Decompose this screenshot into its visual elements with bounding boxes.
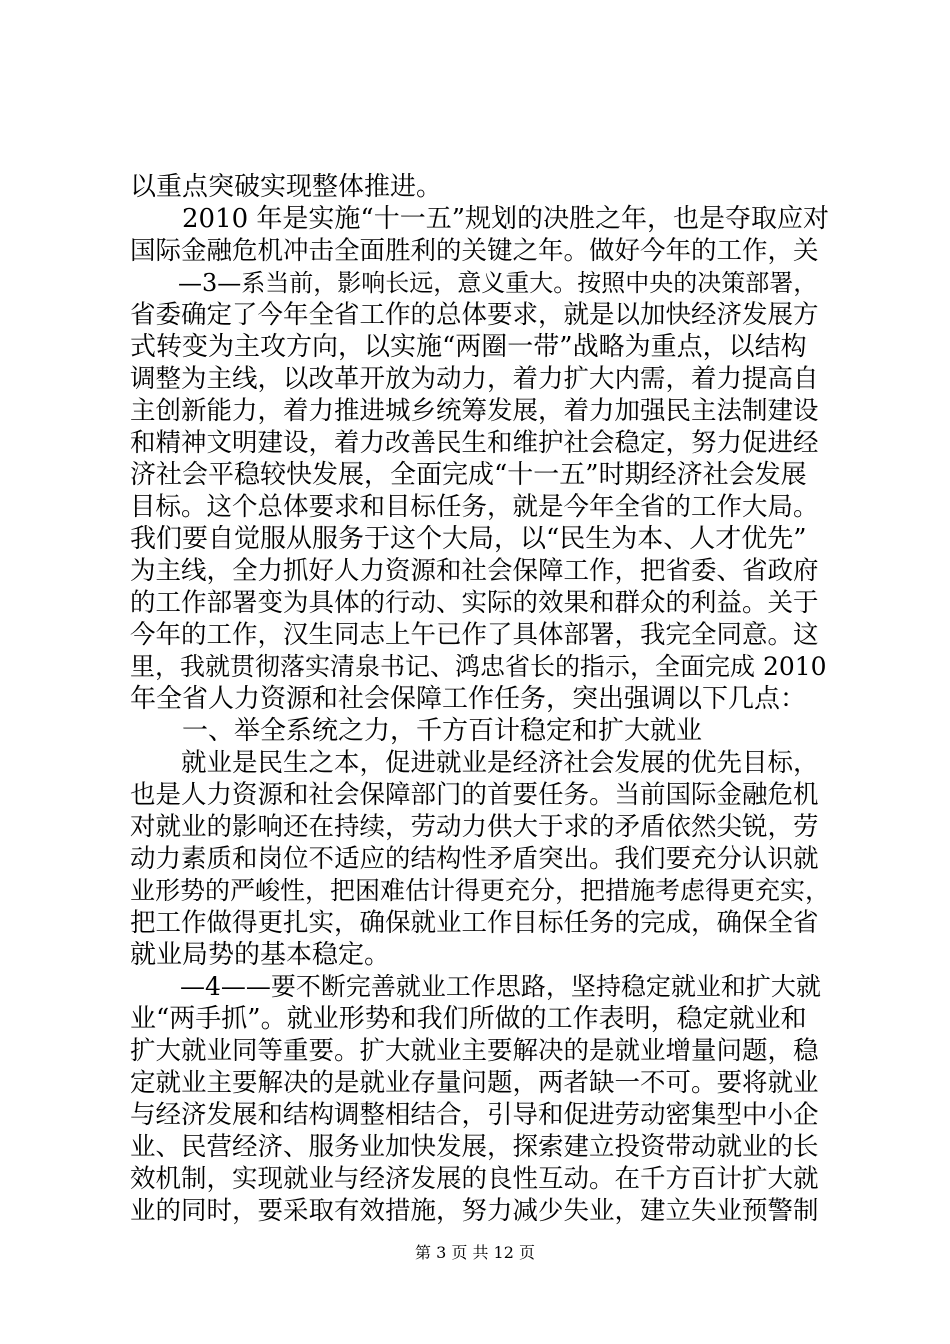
text-line: 与经济发展和结构调整相结合，引导和促进劳动密集型中小企: [130, 1100, 819, 1130]
text-line: 调整为主线，以改革开放为动力，着力扩大内需，着力提高自: [130, 364, 819, 394]
text-line: 也是人力资源和社会保障部门的首要任务。当前国际金融危机: [130, 780, 819, 810]
text-line: 的工作部署变为具体的行动、实际的效果和群众的利益。关于: [130, 588, 819, 618]
text-line: 业的同时，要采取有效措施，努力减少失业，建立失业预警制: [130, 1196, 819, 1226]
text-line: 对就业的影响还在持续，劳动力供大于求的矛盾依然尖锐，劳: [130, 812, 819, 842]
text-line: 为主线，全力抓好人力资源和社会保障工作，把省委、省政府: [130, 556, 819, 586]
text-line: 我们要自觉服从服务于这个大局，以“民生为本、人才优先”: [130, 524, 807, 554]
text-line: 就业局势的基本稳定。: [130, 940, 391, 970]
text-line: 以重点突破实现整体推进。: [130, 172, 443, 202]
text-line: 今年的工作，汉生同志上午已作了具体部署，我完全同意。这: [130, 620, 819, 650]
text-line: 业形势的严峻性，把困难估计得更充分，把措施考虑得更充实，: [130, 876, 831, 905]
text-line: 省委确定了今年全省工作的总体要求，就是以加快经济发展方: [130, 300, 819, 330]
text-line: 定就业主要解决的是就业存量问题，两者缺一不可。要将就业: [130, 1068, 819, 1098]
text-line: 把工作做得更扎实，确保就业工作目标任务的完成，确保全省: [130, 908, 819, 938]
section-heading: 一、举全系统之力，千方百计稳定和扩大就业: [130, 716, 703, 746]
text-line: 动力素质和岗位不适应的结构性矛盾突出。我们要充分认识就: [130, 844, 819, 874]
text-line: —3—系当前，影响长远，意义重大。按照中央的决策部署，: [130, 269, 818, 297]
text-line: 就业是民生之本，促进就业是经济社会发展的优先目标，: [130, 748, 819, 778]
text-line: 2010 年是实施“十一五”规划的决胜之年，也是夺取应对: [130, 204, 830, 234]
text-line: 效机制，实现就业与经济发展的良性互动。在千方百计扩大就: [130, 1164, 819, 1194]
text-line: 式转变为主攻方向，以实施“两圈一带”战略为重点，以结构: [130, 332, 807, 362]
text-line: —4——要不断完善就业工作思路，坚持稳定就业和扩大就: [130, 972, 821, 1001]
text-line: 目标。这个总体要求和目标任务，就是今年全省的工作大局。: [130, 492, 819, 522]
text-line: 国际金融危机冲击全面胜利的关键之年。做好今年的工作，关: [130, 236, 819, 266]
text-line: 主创新能力，着力推进城乡统筹发展，着力加强民主法制建设: [130, 396, 819, 426]
text-line: 扩大就业同等重要。扩大就业主要解决的是就业增量问题，稳: [130, 1036, 819, 1066]
page-number-footer: 第 3 页 共 12 页: [415, 1243, 535, 1262]
text-line: 济社会平稳较快发展，全面完成“十一五”时期经济社会发展: [130, 460, 807, 490]
text-line: 里，我就贯彻落实清泉书记、鸿忠省长的指示，全面完成 2010: [130, 652, 827, 681]
text-line: 业、民营经济、服务业加快发展，探索建立投资带动就业的长: [130, 1132, 819, 1162]
text-line: 业“两手抓”。就业形势和我们所做的工作表明，稳定就业和: [130, 1004, 807, 1034]
text-line: 年全省人力资源和社会保障工作任务，突出强调以下几点：: [130, 684, 807, 714]
text-line: 和精神文明建设，着力改善民生和维护社会稳定，努力促进经: [130, 428, 819, 458]
